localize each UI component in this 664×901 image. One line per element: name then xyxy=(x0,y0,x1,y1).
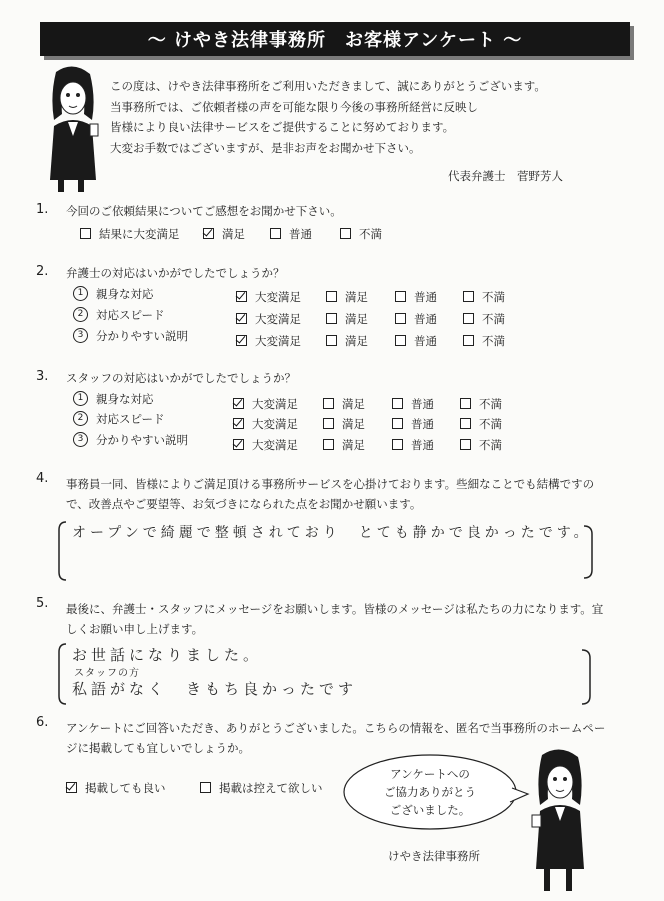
q2-option[interactable]: 普通 xyxy=(395,333,437,349)
q3-row-label: 分かりやすい説明 xyxy=(96,433,188,447)
q3-option[interactable]: 普通 xyxy=(392,416,434,432)
q1-text: 今回のご依頼結果についてご感想をお聞かせ下さい。 xyxy=(66,204,342,218)
q3-option[interactable]: 不満 xyxy=(460,437,502,453)
q1-option[interactable]: 満足 xyxy=(203,226,245,242)
q3-option[interactable]: 満足 xyxy=(323,396,365,412)
row-marker: 3 xyxy=(73,328,88,343)
q3-row-label: 対応スピード xyxy=(96,412,165,426)
intro-line: 当事務所では、ご依頼者様の声を可能な限り今後の事務所経営に反映し xyxy=(110,99,478,114)
q4-text: 事務員一同、皆様によりご満足頂ける事務所サービスを心掛けております。些細なことでも結構ですの で、改善点やご要望等、お気づきになられた点をお聞かせ願います。 xyxy=(66,477,595,511)
row-marker: 1 xyxy=(73,391,88,406)
q5-text: 最後に、弁護士・スタッフにメッセージをお願いします。皆様のメッセージは私たちの力になります。宜 しくお願い申し上げます。 xyxy=(66,602,604,636)
q4-number: 4. xyxy=(36,471,49,486)
q2-row-label: 分かりやすい説明 xyxy=(96,329,188,343)
q2-row-label: 親身な対応 xyxy=(96,287,154,301)
q3-option[interactable]: 不満 xyxy=(460,396,502,412)
q2-option[interactable]: 不満 xyxy=(463,333,505,349)
q2-option[interactable]: 大変満足 xyxy=(236,289,301,305)
q2-option[interactable]: 普通 xyxy=(395,311,437,327)
intro-text xyxy=(110,76,546,158)
bubble-message: アンケートへの ご協力ありがとう ございました。 xyxy=(384,767,476,817)
q2-number: 2. xyxy=(36,264,49,279)
signer-name: 代表弁護士 菅野芳人 xyxy=(448,169,563,183)
checkbox-checked[interactable] xyxy=(203,228,214,239)
q1-option[interactable]: 不満 xyxy=(340,226,382,242)
q5-answer-line[interactable]: お世話になりました。 xyxy=(72,646,263,664)
office-name: けやき法律事務所 xyxy=(388,849,480,863)
q2-option[interactable]: 不満 xyxy=(463,311,505,327)
checkbox[interactable] xyxy=(340,228,351,239)
q4-answer[interactable]: オープンで綺麗で整頓されており とても静かで良かったです。 xyxy=(72,525,592,541)
q3-option[interactable]: 普通 xyxy=(392,437,434,453)
q5-number: 5. xyxy=(36,596,49,611)
q6-text: アンケートにご回答いただき、ありがとうございました。こちらの情報を、匿名で当事務所のホームペー ジに掲載しても宜しいでしょうか。 xyxy=(66,721,606,755)
q6-number: 6. xyxy=(36,715,49,730)
row-marker: 2 xyxy=(73,307,88,322)
intro-line: 大変お手数ではございますが、是非お声をお聞かせ下さい。 xyxy=(110,140,421,155)
q2-option[interactable]: 普通 xyxy=(395,289,437,305)
q3-text: スタッフの対応はいかがでしたでしょうか？ xyxy=(66,371,296,385)
row-marker: 3 xyxy=(73,432,88,447)
q2-option[interactable]: 満足 xyxy=(326,289,368,305)
q5-answer-line[interactable]: 私語がなく きもち良かったです xyxy=(72,680,358,698)
q2-option[interactable]: 不満 xyxy=(463,289,505,305)
q3-option[interactable]: 満足 xyxy=(323,437,365,453)
q3-option[interactable]: 普通 xyxy=(392,396,434,412)
intro-line: この度は、けやき法律事務所をご利用いただきまして、誠にありがとうございます。 xyxy=(110,79,546,93)
survey-title-banner xyxy=(40,22,630,56)
q2-option[interactable]: 満足 xyxy=(326,311,368,327)
q3-option[interactable]: 大変満足 xyxy=(233,396,298,412)
q1-option[interactable]: 普通 xyxy=(270,226,312,242)
q3-option[interactable]: 不満 xyxy=(460,416,502,432)
q1-number: 1. xyxy=(36,202,49,217)
q2-option[interactable]: 満足 xyxy=(326,333,368,349)
lawyer-illustration xyxy=(40,62,106,194)
checkbox[interactable] xyxy=(80,228,91,239)
q2-option[interactable]: 大変満足 xyxy=(236,311,301,327)
checkbox[interactable] xyxy=(200,782,211,793)
row-marker: 1 xyxy=(73,286,88,301)
q3-option[interactable]: 大変満足 xyxy=(233,437,298,453)
q3-number: 3. xyxy=(36,369,49,384)
q2-option[interactable]: 大変満足 xyxy=(236,333,301,349)
q3-option[interactable]: 満足 xyxy=(323,416,365,432)
intro-line: 皆様により良い法律サービスをご提供することに努めております。 xyxy=(110,120,455,134)
q6-option[interactable]: 掲載は控えて欲しい xyxy=(200,780,323,796)
lawyer-illustration xyxy=(528,745,592,895)
q5-answer-line[interactable]: スタッフの方 xyxy=(74,668,140,679)
checkbox-checked[interactable] xyxy=(66,782,77,793)
q2-row-label: 対応スピード xyxy=(96,308,165,322)
checkbox[interactable] xyxy=(270,228,281,239)
row-marker: 2 xyxy=(73,411,88,426)
q3-row-label: 親身な対応 xyxy=(96,392,154,406)
page-title: 〜 けやき法律事務所 お客様アンケート 〜 xyxy=(147,30,523,51)
q1-option[interactable]: 結果に大変満足 xyxy=(80,226,180,242)
q3-option[interactable]: 大変満足 xyxy=(233,416,298,432)
q6-option[interactable]: 掲載しても良い xyxy=(66,780,166,796)
q2-text: 弁護士の対応はいかがでしたでしょうか？ xyxy=(66,266,285,280)
